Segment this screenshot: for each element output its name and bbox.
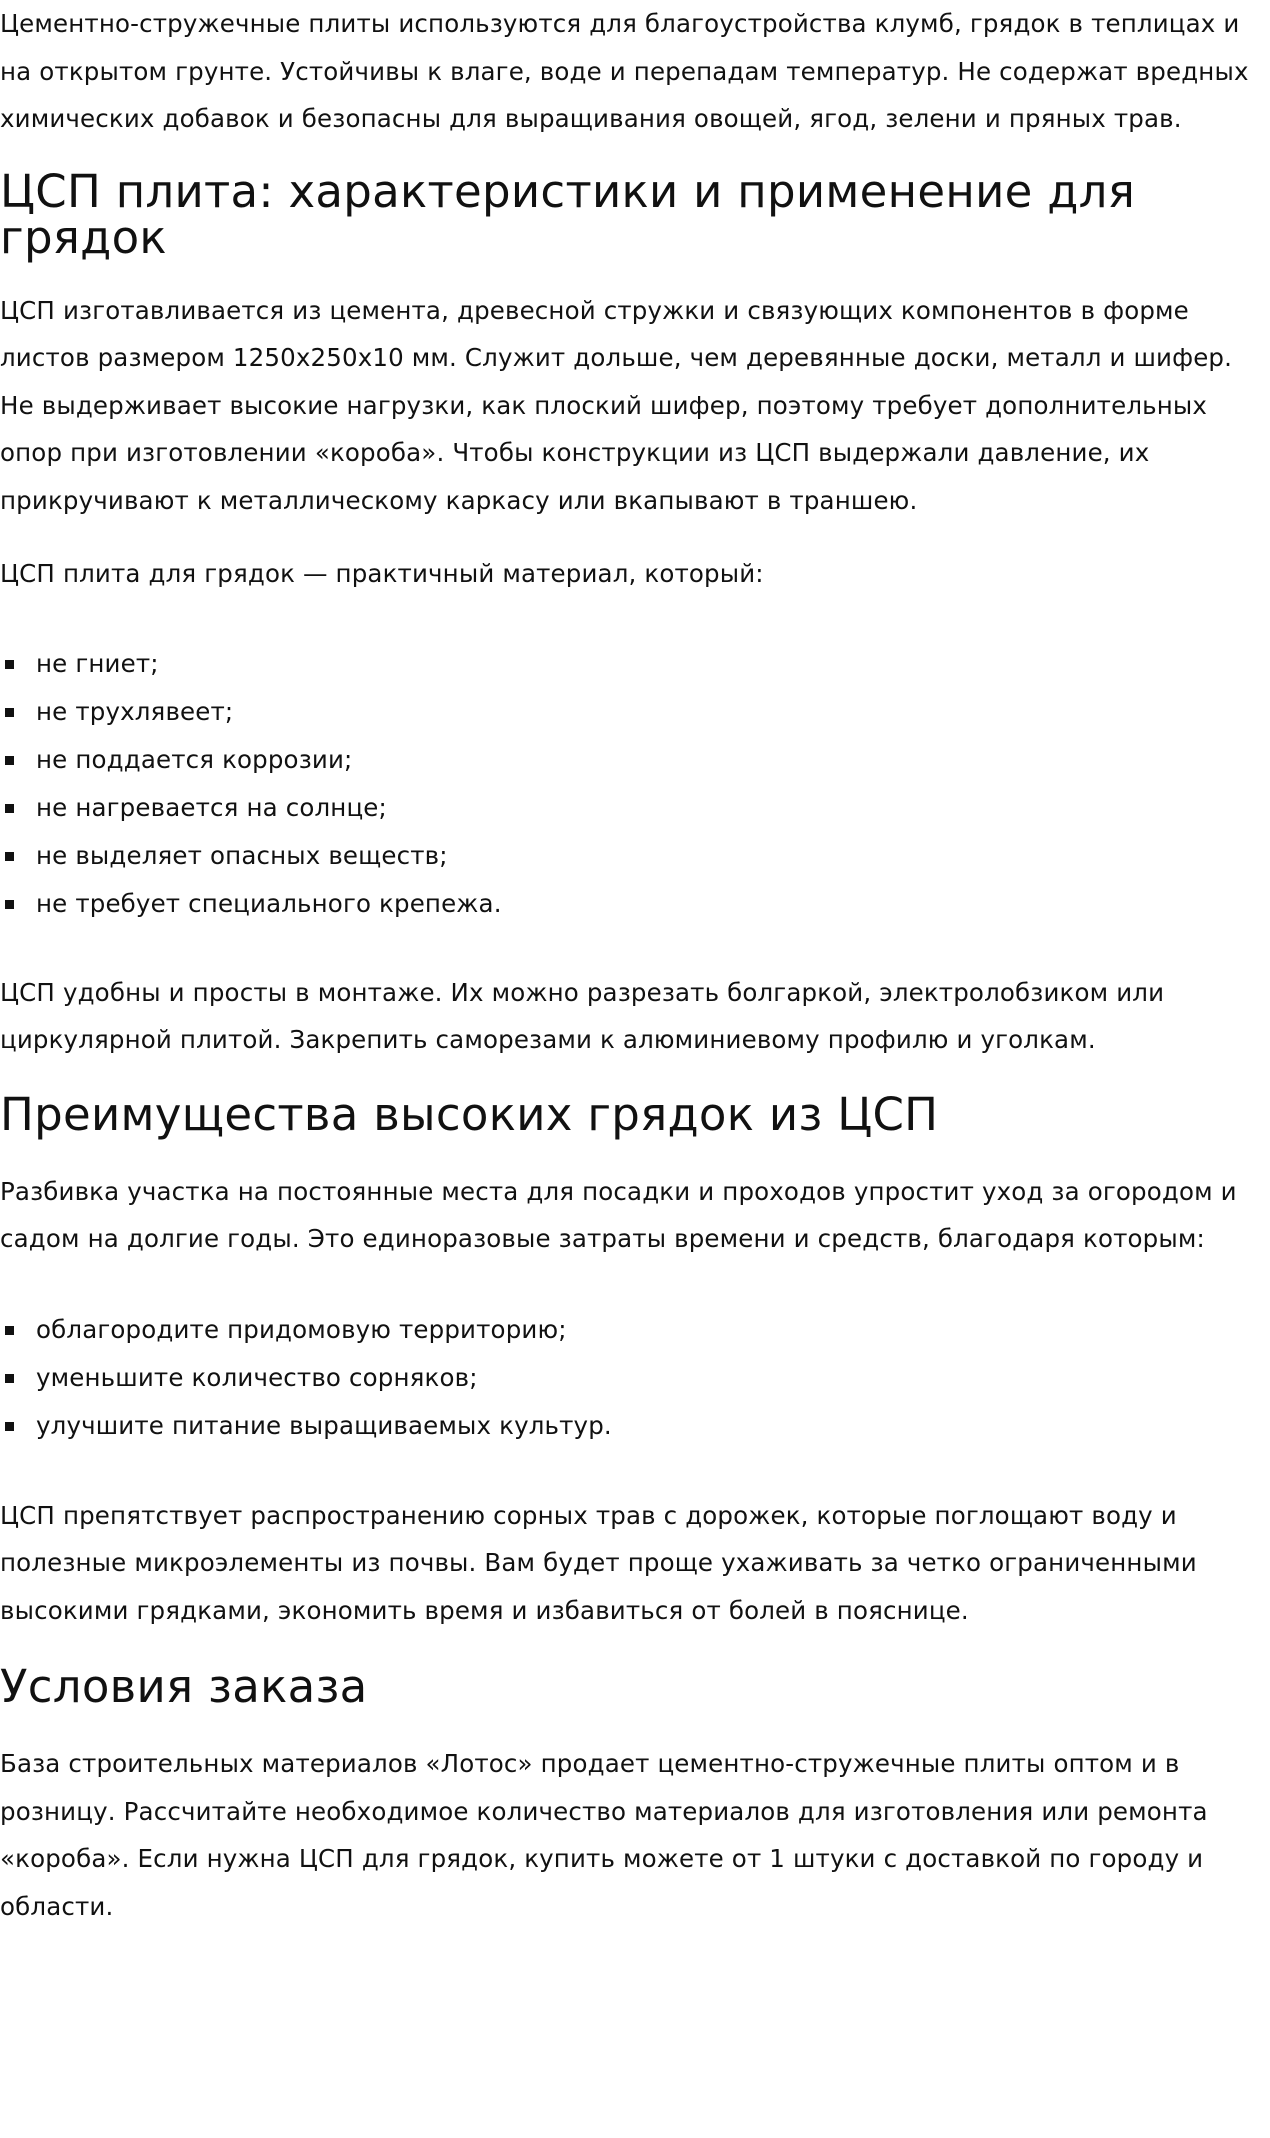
square-bullet-icon [5,1326,14,1335]
square-bullet-icon [5,756,14,765]
list-item-text: облагородите придомовую территорию; [36,1314,567,1344]
list-item-text: не требует специального крепежа. [36,888,502,918]
mounting-paragraph: ЦСП удобны и просты в монтаже. Их можно разрезать болгаркой, электролобзиком или циркулярной плитой. Закрепить саморезами к алюминиевому профилю и уголкам. [0,977,1165,1054]
square-bullet-icon [5,708,14,717]
weeds-paragraph: ЦСП препятствует распространению сорных трав с дорожек, которые поглощают воду и полезные микроэлементы из почвы. Вам будет проще ухаживать за четко ограниченными высокими грядками, экономить время и избавиться от болей в пояснице. [0,1500,1197,1625]
advantages-paragraph: Разбивка участка на постоянные места для посадки и проходов упростит уход за огородом и садом на долгие годы. Это единоразовые затраты времени и средств, благодаря которым: [0,1176,1237,1253]
list-item-text: не нагревается на солнце; [36,792,387,822]
characteristics-heading: ЦСП плита: характеристики и применение для грядок [0,164,1136,264]
square-bullet-icon [5,1374,14,1383]
list-item-text: уменьшите количество сорняков; [36,1362,478,1392]
properties-intro-paragraph: ЦСП плита для грядок — практичный материал, который: [0,559,764,588]
list-item-text: улучшите питание выращиваемых культур. [36,1410,612,1440]
list-item [0,1306,1270,1354]
list-item-text: не гниет; [36,648,159,678]
list-item [0,688,1270,736]
list-item-text: не поддается коррозии; [36,744,353,774]
square-bullet-icon [5,1422,14,1431]
list-item [0,1402,1270,1450]
list-item [0,784,1270,832]
square-bullet-icon [5,852,14,861]
list-item [0,880,1270,928]
list-item [0,736,1270,784]
advantages-list [0,1306,1270,1450]
list-item-text: не выделяет опасных веществ; [36,840,448,870]
square-bullet-icon [5,804,14,813]
square-bullet-icon [5,660,14,669]
list-item [0,1354,1270,1402]
order-heading: Условия заказа [0,1660,368,1713]
advantages-heading: Преимущества высоких грядок из ЦСП [0,1087,939,1141]
properties-list [0,640,1270,928]
list-item [0,832,1270,880]
list-item-text: не трухлявеет; [36,696,234,726]
intro-paragraph: Цементно-стружечные плиты используются для благоустройства клумб, грядок в теплицах и на открытом грунте. Устойчивы к влаге, воде и перепадам температур. Не содержат вредных химических добавок и безопасны для выращивания овощей, ягод, зелени и пряных трав. [0,9,1249,133]
characteristics-paragraph: ЦСП изготавливается из цемента, древесной стружки и связующих компонентов в форме листов размером 1250х250х10 мм. Служит дольше, чем деревянные доски, металл и шифер. Не выдерживает высокие нагрузки, как плоский шифер, поэтому требует дополнительных опор при изготовлении «короба». Чтобы конструкции из ЦСП выдержали давление, их прикручивают к металлическому каркасу или вкапывают в траншею. [0,295,1233,515]
list-item [0,640,1270,688]
square-bullet-icon [5,900,14,909]
order-paragraph: База строительных материалов «Лотос» продает цементно-стружечные плиты оптом и в розницу. Рассчитайте необходимое количество материалов для изготовления или ремонта «короба». Если нужна ЦСП для грядок, купить можете от 1 штуки с доставкой по городу и области. [0,1749,1208,1921]
